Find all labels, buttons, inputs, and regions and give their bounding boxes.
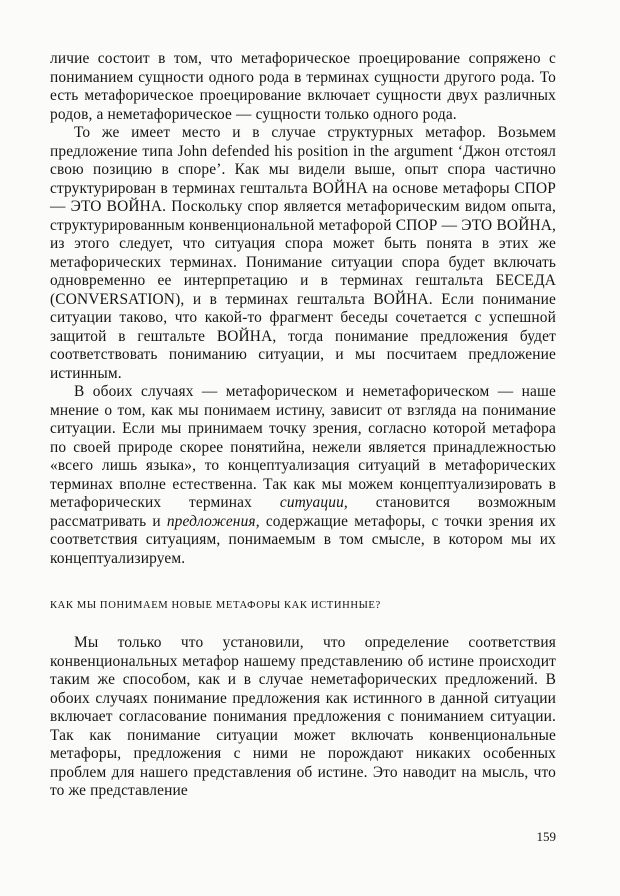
italic-situations: ситуации, [279, 494, 348, 511]
paragraph-continuation: личие состоит в том, что метафорическое проецирование сопряжено с пониманием сущности одного рода в терминах сущности другого рода. То есть метафорическое проецирование включает сущности двух различных родов, а неметафорическое — сущности только одного рода. [50, 50, 556, 123]
page-number: 159 [536, 829, 556, 844]
paragraph-text-part: В обоих случаях — метафорическом и неметафорическом — наше мнение о том, как мы понимаем истину, зависит от взгляда на понимание ситуации. Если мы принимаем точку зрения, согласно которой метафора по своей природе скорее понятийна, нежели является принадлежностью «всего лишь языка», то концептуализация ситуаций в метафорических терминах вполне естественна. Так как мы можем концептуализировать в метафорических терминах [50, 383, 556, 511]
paragraph-structural-metaphors: То же имеет место и в случае структурных метафор. Возьмем предложение типа John defended his position in the argument ‘Джон отстоял свою позицию в споре’. Как мы видели выше, опыт спора частично структурирован в терминах гештальта ВОЙНА на основе метафоры СПОР — ЭТО ВОЙНА. Поскольку спор является метафорическим видом опыта, структурированным конвенциональной метафорой СПОР — ЭТО ВОЙНА, из этого следует, что ситуация спора может быть понята в этих же метафорических терминах. Понимание ситуации спора будет включать одновременно ее интерпретацию и в терминах гештальта БЕСЕДА (CONVERSATION), и в терминах гештальта ВОЙНА. Если понимание ситуации таково, что какой-то фрагмент беседы сочетается с успешной защитой в гештальте ВОЙНА, тогда понимание предложения будет соответствовать пониманию ситуации, и мы посчитаем предложение истинным. [50, 124, 556, 382]
paragraph-text-part: содержащие метафоры, с точки зрения их соответствия ситуациям, понимаемым в том смысле, в котором мы их концептуализируем. [50, 512, 556, 567]
paragraph-truth-understanding [50, 383, 556, 568]
section-heading: КАК МЫ ПОНИМАЕМ НОВЫЕ МЕТАФОРЫ КАК ИСТИННЫЕ? [50, 600, 381, 611]
section-body [50, 634, 556, 801]
body-text [50, 50, 556, 568]
paragraph-new-metaphors: Мы только что установили, что определение соответствия конвенциональных метафор нашему представлению об истине происходит таким же способом, как и в случае неметафорических предложений. В обоих случаях понимание предложения как истинного в данной ситуации включает согласование понимания предложения с пониманием ситуации. Так как понимание ситуации может включать конвенциональные метафоры, предложения с ними не порождают никаких особенных проблем для нашего представления об истине. Это наводит на мысль, что то же представление [50, 634, 556, 799]
italic-sentences: предложения, [166, 512, 260, 530]
paragraph-text-part: становится возможным рассматривать и [50, 494, 556, 530]
